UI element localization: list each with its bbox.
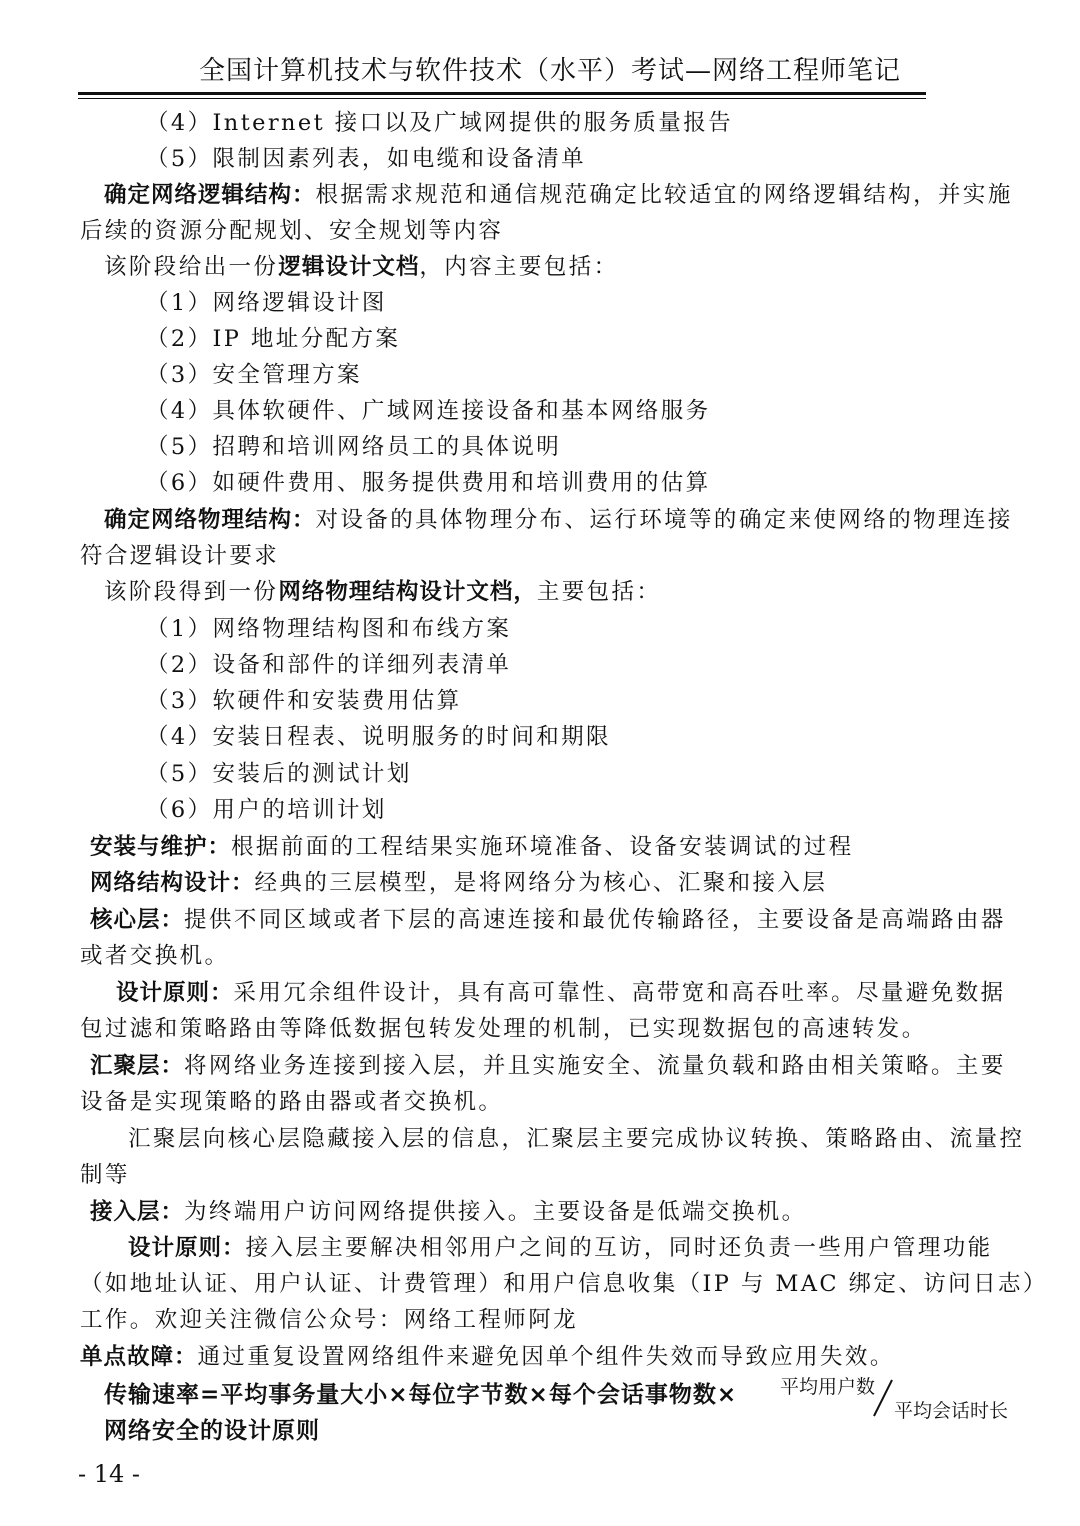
text-line (90, 868, 827, 898)
term-heading: 单点故障： (80, 1344, 198, 1370)
text-line (104, 252, 619, 282)
header-rule-thin (78, 98, 926, 99)
text-line: （4）安装日程表、说明服务的时间和期限 (146, 724, 611, 750)
formula-numerator: 平均用户数 (780, 1377, 876, 1398)
text-run: 根据需求规范和通信规范确定比较适宜的网络逻辑结构，并实施 (315, 182, 1013, 208)
formula-line: 传输速率=平均事务量大小×每位字节数×每个会话事物数× (104, 1382, 738, 1408)
text-line (90, 1197, 807, 1227)
section-heading: 网络安全的设计原则 (104, 1418, 320, 1444)
term-heading: 设计原则： (128, 1235, 246, 1261)
text-run: 该阶段给出一份 (104, 254, 279, 280)
text-run: 将网络业务连接到接入层，并且实施安全、流量负载和路由相关策略。主要 (184, 1053, 1006, 1079)
text-line: 包过滤和策略路由等降低数据包转发处理的机制，已实现数据包的高速转发。 (80, 1016, 927, 1042)
text-line (116, 978, 1005, 1008)
text-line: 工作。欢迎关注微信公众号：网络工程师阿龙 (80, 1307, 579, 1333)
text-run: 主要包括： (536, 579, 662, 605)
text-line (128, 1233, 993, 1263)
text-run: 为终端用户访问网络提供接入。主要设备是低端交换机。 (184, 1199, 807, 1225)
text-line: （4）Internet 接口以及广域网提供的服务质量报告 (146, 110, 734, 136)
text-line: 后续的资源分配规划、安全规划等内容 (80, 218, 504, 244)
term-heading: 汇聚层： (90, 1053, 185, 1079)
text-line: 设备是实现策略的路由器或者交换机。 (80, 1089, 504, 1115)
text-line (104, 180, 1013, 210)
text-line: （2）IP 地址分配方案 (146, 326, 401, 352)
text-line: 汇聚层向核心层隐藏接入层的信息，汇聚层主要完成协议转换、策略路由、流量控 (128, 1126, 1025, 1152)
text-line: （6）如硬件费用、服务提供费用和培训费用的估算 (146, 470, 711, 496)
term-heading: 逻辑设计文档 (278, 254, 420, 280)
text-line (80, 1342, 895, 1372)
text-run: 接入层主要解决相邻用户之间的互访，同时还负责一些用户管理功能 (245, 1235, 993, 1261)
term-heading: 接入层： (90, 1199, 185, 1225)
text-line: （4）具体软硬件、广域网连接设备和基本网络服务 (146, 398, 711, 424)
text-line: 符合逻辑设计要求 (80, 543, 280, 569)
term-heading: 确定网络逻辑结构： (104, 182, 316, 208)
term-heading: 核心层： (90, 907, 185, 933)
page-number: - 14 - (78, 1460, 141, 1488)
text-run: 该阶段得到一份 (104, 579, 279, 605)
text-run: 通过重复设置网络组件来避免因单个组件失效而导致应用失效。 (197, 1344, 895, 1370)
term-heading: 安装与维护： (90, 834, 232, 860)
text-line (104, 505, 1013, 535)
text-line: （3）安全管理方案 (146, 362, 362, 388)
text-line (90, 905, 1006, 935)
text-run: 提供不同区域或者下层的高速连接和最优传输路径，主要设备是高端路由器 (184, 907, 1006, 933)
text-run: 根据前面的工程结果实施环境准备、设备安装调试的过程 (231, 834, 854, 860)
text-line: （1）网络逻辑设计图 (146, 290, 387, 316)
text-line (90, 832, 854, 862)
text-line (90, 1051, 1006, 1081)
text-run: 经典的三层模型，是将网络分为核心、汇聚和接入层 (254, 870, 828, 896)
text-run: ，内容主要包括： (419, 254, 619, 280)
header-rule-thick (78, 92, 926, 95)
formula-denominator: 平均会话时长 (894, 1401, 1009, 1422)
text-line: （1）网络物理结构图和布线方案 (146, 616, 512, 642)
text-line: 制等 (80, 1162, 130, 1188)
text-line: （5）限制因素列表，如电缆和设备清单 (146, 146, 587, 172)
text-run: 对设备的具体物理分布、运行环境等的确定来使网络的物理连接 (315, 507, 1013, 533)
text-line: （5）安装后的测试计划 (146, 761, 412, 787)
text-line: 或者交换机。 (80, 943, 230, 969)
text-line: （3）软硬件和安装费用估算 (146, 688, 462, 714)
text-line (104, 577, 661, 607)
text-line: （5）招聘和培训网络员工的具体说明 (146, 434, 562, 460)
text-line: （2）设备和部件的详细列表清单 (146, 652, 512, 678)
text-line: （如地址认证、用户认证、计费管理）和用户信息收集（IP 与 MAC 绑定、访问日志） (80, 1271, 1048, 1297)
term-heading: 确定网络物理结构： (104, 507, 316, 533)
page-header-title: 全国计算机技术与软件技术（水平）考试—网络工程师笔记 (198, 56, 901, 86)
text-run: 采用冗余组件设计，具有高可靠性、高带宽和高吞吐率。尽量避免数据 (233, 980, 1006, 1006)
term-heading: 网络物理结构设计文档， (278, 579, 537, 605)
term-heading: 设计原则： (116, 980, 234, 1006)
term-heading: 网络结构设计： (90, 870, 255, 896)
text-line: （6）用户的培训计划 (146, 797, 387, 823)
